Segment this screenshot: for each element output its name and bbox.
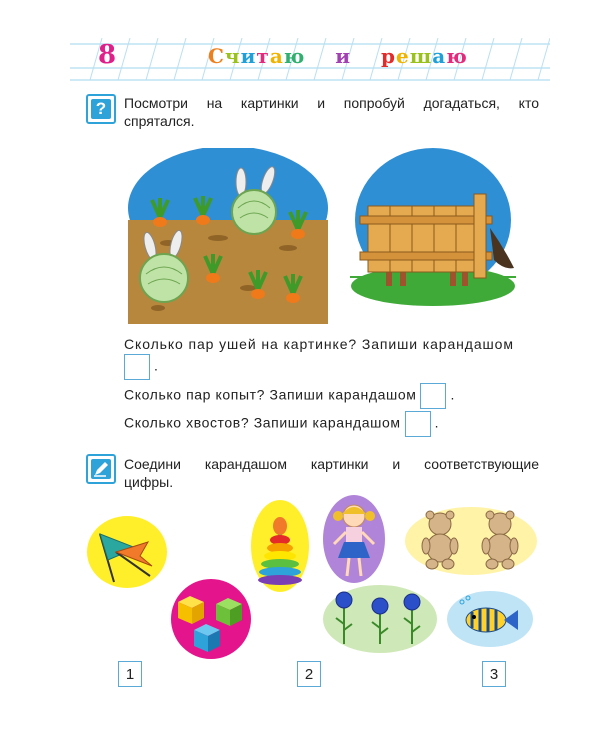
pencil-glyph — [91, 459, 111, 479]
task2-text-line2: цифры. — [124, 474, 174, 490]
answer-box-tails[interactable] — [405, 411, 431, 437]
title-letter: ю — [283, 44, 306, 68]
title-letter: а — [432, 44, 447, 68]
flags-picture — [86, 514, 168, 590]
doll-picture — [322, 494, 386, 584]
task2-text-line1: Соедини карандашом картинки и соответствующие — [124, 456, 539, 472]
pyramid-toy-picture — [250, 498, 310, 594]
fence — [360, 194, 492, 278]
page-number: 8 — [98, 40, 117, 70]
cabbage-1 — [232, 190, 276, 234]
title-letter: е — [396, 44, 410, 68]
number-box-2: 2 — [297, 661, 321, 687]
question-mark: ? — [91, 99, 111, 119]
teddy-bears-picture — [404, 506, 538, 576]
title-letter: т — [256, 44, 270, 68]
title-word-1 — [208, 44, 305, 68]
question-3 — [124, 411, 439, 437]
fence-horse-illustration — [350, 148, 516, 308]
title-letter: и — [335, 44, 352, 68]
title-letter: ш — [409, 44, 433, 68]
question-2-period: . — [450, 386, 455, 403]
title-letter: а — [269, 44, 284, 68]
title-letter: и — [240, 44, 257, 68]
cabbage-2 — [140, 254, 188, 302]
cornflowers-picture — [322, 584, 438, 654]
question-2 — [124, 383, 454, 409]
title-letter: С — [208, 44, 225, 68]
title-letter: ч — [224, 44, 241, 68]
question-1-answer-row — [124, 354, 158, 380]
title-letter: р — [381, 44, 396, 68]
task1-text-line1: Посмотри на картинки и попробуй догадаться, кто — [124, 95, 539, 111]
question-1-text: Сколько пар ушей на картинке? Запиши карандашом — [124, 336, 514, 352]
question-3-period: . — [434, 414, 439, 431]
question-icon — [86, 94, 116, 124]
question-1-period: . — [154, 357, 158, 374]
answer-box-hooves[interactable] — [420, 383, 446, 409]
cubes-picture — [170, 578, 252, 660]
garden-rabbits-illustration — [128, 148, 328, 324]
title-word-3 — [381, 44, 468, 68]
question-3-text: Сколько хвостов? Запиши карандашом — [124, 414, 401, 431]
page-title — [208, 44, 468, 68]
pencil-icon — [86, 454, 116, 484]
question-1 — [124, 334, 514, 354]
answer-box-ears[interactable] — [124, 354, 150, 380]
title-word-2 — [335, 44, 351, 68]
question-2-text: Сколько пар копыт? Запиши карандашом — [124, 386, 417, 403]
number-box-3: 3 — [482, 661, 506, 687]
number-box-1: 1 — [118, 661, 142, 687]
title-letter: ю — [446, 44, 468, 68]
fish-picture — [446, 590, 534, 648]
task1-text-line2: спрятался. — [124, 113, 195, 129]
